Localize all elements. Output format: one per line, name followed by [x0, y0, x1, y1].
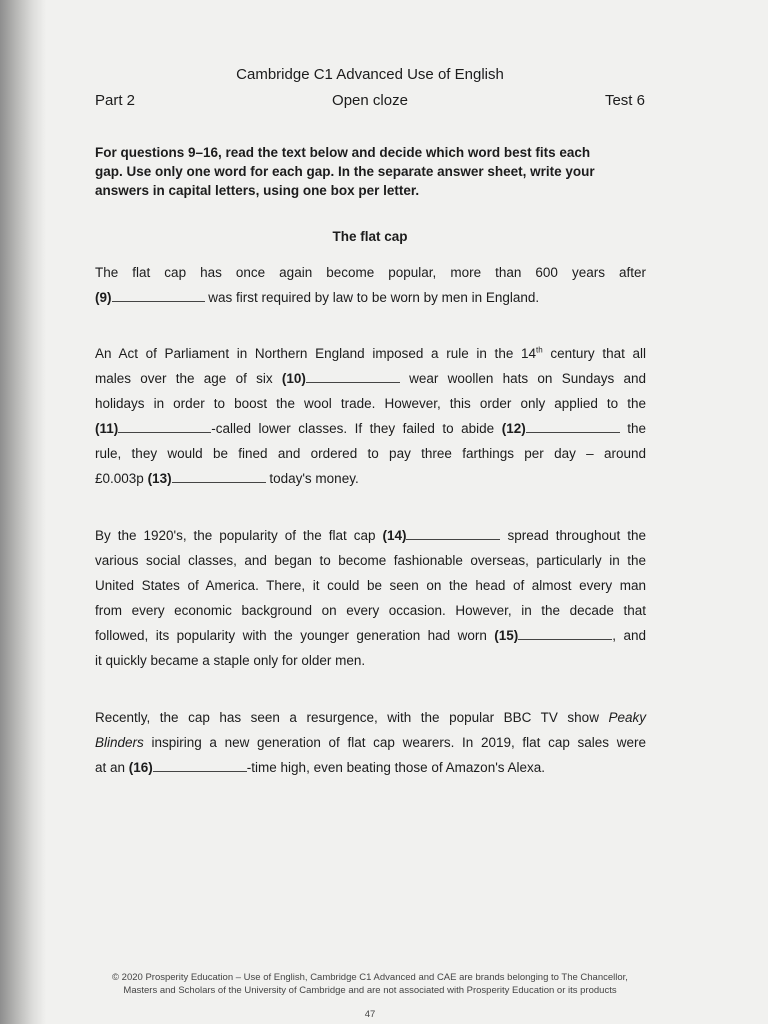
gap-10-blank	[306, 370, 400, 383]
paragraph-4	[95, 705, 646, 780]
text-line: Blinders inspiring a new generation of flat cap wearers. In 2019, flat cap sales were	[95, 735, 646, 750]
text-line: from every economic background on every occasion. However, in the decade that	[95, 603, 646, 618]
gap-13-blank	[172, 470, 266, 483]
gap-15-blank	[518, 627, 612, 640]
text-line: rule, they would be fined and ordered to pay three farthings per day – around	[95, 446, 646, 461]
part-label: Part 2	[95, 92, 136, 109]
gap-10-number: (10)	[281, 371, 306, 386]
show-title: Blinders	[95, 735, 144, 750]
gap-12-number: (12)	[501, 421, 526, 436]
text-line: (11) -called lower classes. If they failed to abide (12) the	[95, 421, 646, 436]
text-line: An Act of Parliament in Northern England imposed a rule in the 14th century that all	[95, 345, 647, 361]
gap-11-number: (11)	[95, 421, 119, 436]
paragraph-3	[95, 523, 646, 673]
show-title: Peaky	[608, 710, 646, 725]
text-line: at an (16) -time high, even beating those of Amazon's Alexa.	[95, 760, 546, 775]
instructions	[95, 143, 650, 200]
paragraph-2	[95, 341, 646, 491]
gap-15-number: (15)	[494, 628, 519, 643]
text-line: (9) was first required by law to be worn by men in England.	[95, 290, 540, 305]
text-line: Recently, the cap has seen a resurgence, with the popular BBC TV show Peaky	[95, 710, 646, 725]
gap-9-blank	[112, 289, 205, 302]
page-title: Cambridge C1 Advanced Use of English	[236, 66, 504, 83]
page-number: 47	[364, 1009, 376, 1020]
text-line: £0.003p (13) today's money.	[95, 471, 359, 486]
gap-13-number: (13)	[147, 471, 172, 486]
text-title: The flat cap	[332, 229, 408, 244]
test-label: Test 6	[604, 92, 645, 109]
gap-9-number: (9)	[95, 290, 112, 305]
text-line: it quickly became a staple only for older men.	[95, 653, 366, 668]
footer-line: Masters and Scholars of the University of Cambridge and are not associated with Prosperity Education or its products	[123, 985, 617, 996]
instructions-line: answers in capital letters, using one box per letter.	[95, 183, 420, 198]
text-line: holidays in order to boost the wool trade. However, this order only applied to the	[95, 396, 646, 411]
text-line: The flat cap has once again become popular, more than 600 years after	[95, 265, 646, 280]
gap-16-blank	[153, 759, 247, 772]
text-line: various social classes, and began to become fashionable overseas, particularly in the	[95, 553, 646, 568]
instructions-line: For questions 9–16, read the text below and decide which word best fits each	[95, 145, 591, 160]
text-line: followed, its popularity with the younger generation had worn (15) , and	[95, 628, 646, 643]
gap-12-blank	[526, 420, 620, 433]
gap-14-blank	[406, 527, 500, 540]
text-line: United States of America. There, it could be seen on the head of almost every man	[95, 578, 646, 593]
gap-16-number: (16)	[128, 760, 153, 775]
footer-line: © 2020 Prosperity Education – Use of English, Cambridge C1 Advanced and CAE are brands belonging to The Chancellor,	[112, 972, 628, 983]
paragraph-1	[95, 260, 646, 310]
copyright-footer	[0, 971, 740, 997]
text-line: males over the age of six (10) wear woollen hats on Sundays and	[95, 371, 647, 386]
section-label: Open cloze	[332, 92, 408, 109]
gap-14-number: (14)	[382, 528, 407, 543]
gap-11-blank	[118, 420, 211, 433]
text-line: By the 1920's, the popularity of the flat cap (14) spread throughout the	[95, 528, 646, 543]
instructions-line: gap. Use only one word for each gap. In the separate answer sheet, write your	[95, 164, 595, 179]
